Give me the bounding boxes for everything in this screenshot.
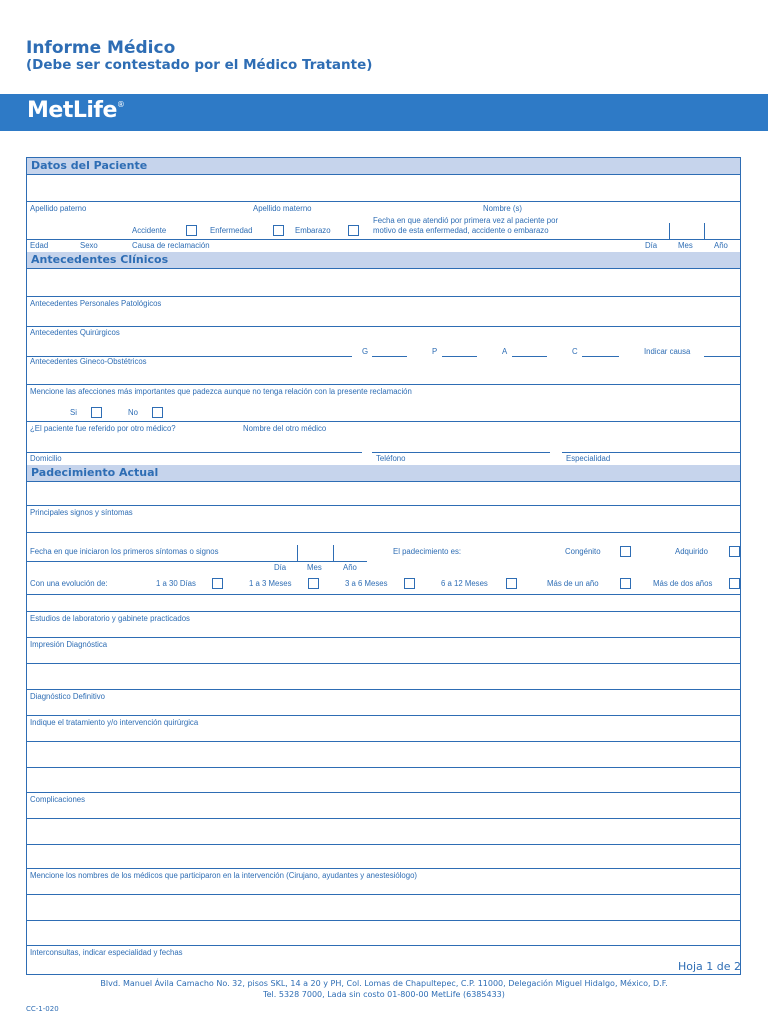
label-tratamiento: Indique el tratamiento y/o intervención quirúrgica	[30, 718, 199, 727]
evolucion-1-checkbox[interactable]	[212, 578, 223, 589]
label-a: A	[502, 347, 508, 356]
label-domicilio: Domicilio	[30, 454, 62, 463]
label-dia: Día	[274, 563, 287, 572]
label-si: Si	[70, 408, 77, 417]
divider	[27, 268, 740, 269]
label-opt-3: 3 a 6 Meses	[345, 579, 388, 588]
c-field[interactable]	[582, 356, 619, 357]
section-padecimiento: Padecimiento Actual	[27, 465, 740, 481]
evolucion-2-checkbox[interactable]	[308, 578, 319, 589]
label-c: C	[572, 347, 578, 356]
label-sexo: Sexo	[80, 241, 98, 250]
accidente-checkbox[interactable]	[186, 225, 197, 236]
label-no: No	[128, 408, 138, 417]
p-field[interactable]	[442, 356, 477, 357]
a-field[interactable]	[512, 356, 547, 357]
complicaciones-line-3[interactable]	[27, 868, 740, 869]
estudios-line[interactable]	[27, 611, 740, 612]
especialidad-line[interactable]	[562, 452, 740, 453]
label-interconsultas: Interconsultas, indicar especialidad y fechas	[30, 948, 183, 957]
divider	[27, 384, 740, 385]
name-line[interactable]	[27, 201, 740, 202]
label-fecha-atencion-1: Fecha en que atendió por primera vez al paciente por	[373, 216, 559, 225]
label-evolucion: Con una evolución de:	[30, 579, 108, 588]
label-anio: Año	[343, 563, 357, 572]
adquirido-checkbox[interactable]	[729, 546, 740, 557]
label-enfermedad: Enfermedad	[210, 226, 253, 235]
label-impresion: Impresión Diagnóstica	[30, 640, 108, 649]
tratamiento-line-2[interactable]	[27, 767, 740, 768]
label-accidente: Accidente	[132, 226, 167, 235]
fecha-inicio-line[interactable]	[27, 561, 367, 562]
form-frame	[26, 157, 741, 975]
telefono-line[interactable]	[372, 452, 550, 453]
complicaciones-line-2[interactable]	[27, 844, 740, 845]
footer-address: Blvd. Manuel Ávila Camacho No. 32, pisos SKL, 14 a 20 y PH, Col. Lomas de Chapultepec, C.P. 11000, Delegación Miguel Hidalgo, México, D.F.	[100, 979, 668, 988]
personales-line-2[interactable]	[27, 326, 740, 327]
label-embarazo: Embarazo	[295, 226, 331, 235]
label-estudios: Estudios de laboratorio y gabinete practicados	[30, 614, 190, 623]
label-anio: Año	[714, 241, 728, 250]
evolucion-5-checkbox[interactable]	[620, 578, 631, 589]
embarazo-checkbox[interactable]	[348, 225, 359, 236]
logo-mark: ®	[116, 100, 125, 109]
afecciones-line[interactable]	[27, 421, 740, 422]
label-signos: Principales signos y síntomas	[30, 508, 133, 517]
medicos-line[interactable]	[27, 894, 740, 895]
impresion-line[interactable]	[27, 663, 740, 664]
date-divider	[704, 223, 705, 239]
evolucion-6-checkbox[interactable]	[729, 578, 740, 589]
label-fecha-atencion-2: motivo de esta enfermedad, accidente o embarazo	[373, 226, 549, 235]
label-gineco: Antecedentes Gineco-Obstétricos	[30, 357, 147, 366]
label-mes: Mes	[678, 241, 693, 250]
page-subtitle: (Debe ser contestado por el Médico Tratante)	[26, 57, 373, 73]
label-referido: ¿El paciente fue referido por otro médico?	[30, 424, 176, 433]
section-datos-paciente: Datos del Paciente	[27, 158, 740, 174]
page-number: Hoja 1 de 2	[678, 960, 742, 973]
logo-text: MetLife	[27, 98, 117, 123]
tratamiento-line[interactable]	[27, 741, 740, 742]
evolucion-4-checkbox[interactable]	[506, 578, 517, 589]
label-dia: Día	[645, 241, 658, 250]
congenito-checkbox[interactable]	[620, 546, 631, 557]
causa-field[interactable]	[704, 356, 740, 357]
label-adquirido: Adquirido	[675, 547, 708, 556]
claim-line[interactable]	[27, 239, 740, 240]
divider	[27, 481, 740, 482]
footer-phone: Tel. 5328 7000, Lada sin costo 01-800-00 MetLife (6385433)	[263, 990, 505, 999]
label-opt-2: 1 a 3 Meses	[249, 579, 292, 588]
evolucion-3-checkbox[interactable]	[404, 578, 415, 589]
domicilio-line[interactable]	[27, 452, 362, 453]
label-mes: Mes	[307, 563, 322, 572]
divider	[27, 594, 740, 595]
enfermedad-checkbox[interactable]	[273, 225, 284, 236]
signos-line-2[interactable]	[27, 532, 740, 533]
label-personales: Antecedentes Personales Patológicos	[30, 299, 162, 308]
medicos-line-3[interactable]	[27, 945, 740, 946]
label-fecha-inicio: Fecha en que iniciaron los primeros síntomas o signos	[30, 547, 219, 556]
tratamiento-line-3[interactable]	[27, 792, 740, 793]
label-opt-5: Más de un año	[547, 579, 599, 588]
label-opt-1: 1 a 30 Días	[156, 579, 196, 588]
no-checkbox[interactable]	[152, 407, 163, 418]
date-divider	[297, 545, 298, 561]
signos-line[interactable]	[27, 505, 740, 506]
g-field[interactable]	[372, 356, 407, 357]
personales-line[interactable]	[27, 296, 740, 297]
label-g: G	[362, 347, 369, 356]
label-opt-6: Más de dos años	[653, 579, 713, 588]
si-checkbox[interactable]	[91, 407, 102, 418]
label-padecimiento-es: El padecimiento es:	[393, 547, 462, 556]
label-nombre-otro: Nombre del otro médico	[243, 424, 327, 433]
label-congenito: Congénito	[565, 547, 601, 556]
complicaciones-line[interactable]	[27, 818, 740, 819]
definitivo-line[interactable]	[27, 715, 740, 716]
section-antecedentes: Antecedentes Clínicos	[27, 252, 740, 268]
label-apellido-materno: Apellido materno	[253, 204, 312, 213]
label-afecciones: Mencione las afecciones más importantes que padezca aunque no tenga relación con la presente reclamación	[30, 387, 412, 396]
label-causa: Causa de reclamación	[132, 241, 210, 250]
label-indicar-causa: Indicar causa	[644, 347, 691, 356]
page-title: Informe Médico	[26, 38, 176, 58]
label-definitivo: Diagnóstico Definitivo	[30, 692, 105, 701]
label-medicos: Mencione los nombres de los médicos que participaron en la intervención (Cirujano, ayudantes y anestesiólogo)	[30, 871, 418, 880]
medicos-line-2[interactable]	[27, 920, 740, 921]
label-telefono: Teléfono	[376, 454, 406, 463]
metlife-logo	[27, 98, 124, 123]
label-quirurgicos: Antecedentes Quirúrgicos	[30, 328, 120, 337]
impresion-line-2[interactable]	[27, 689, 740, 690]
label-especialidad: Especialidad	[566, 454, 611, 463]
date-divider	[333, 545, 334, 561]
label-complicaciones: Complicaciones	[30, 795, 86, 804]
label-nombres: Nombre (s)	[483, 204, 522, 213]
estudios-line-2[interactable]	[27, 637, 740, 638]
form-code: CC-1-020	[26, 1005, 59, 1013]
label-opt-4: 6 a 12 Meses	[441, 579, 488, 588]
label-apellido-paterno: Apellido paterno	[30, 204, 87, 213]
date-divider	[669, 223, 670, 239]
divider	[27, 174, 740, 175]
label-edad: Edad	[30, 241, 49, 250]
label-p: P	[432, 347, 438, 356]
